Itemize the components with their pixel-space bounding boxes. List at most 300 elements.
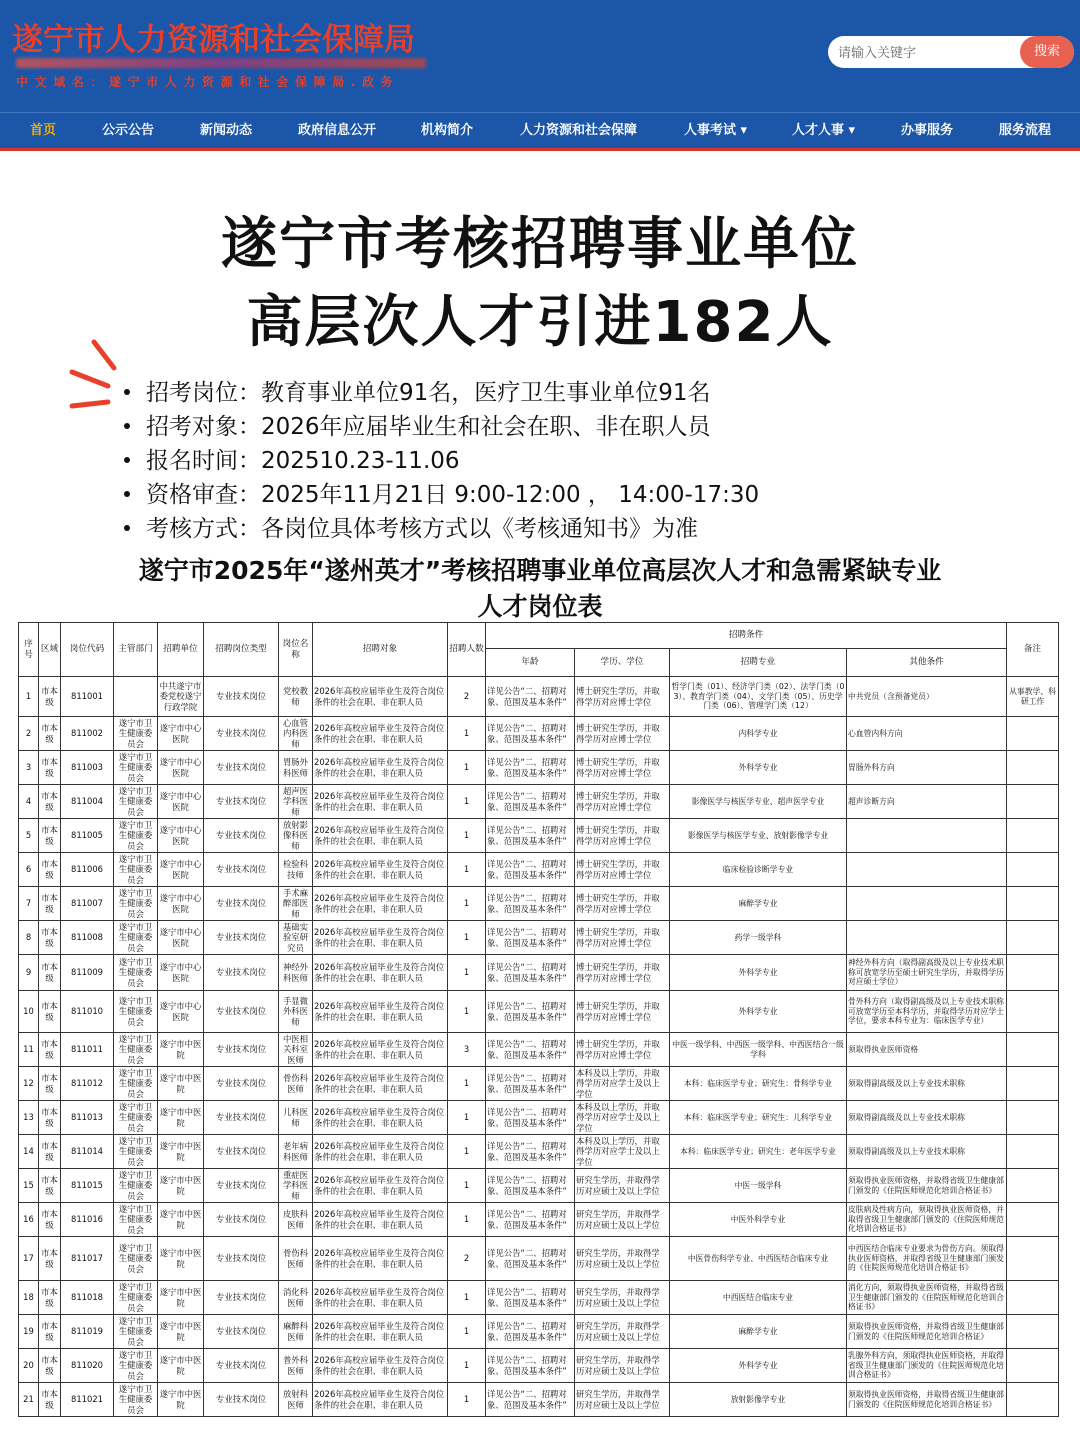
cell-other: 须取得执业医师资格 — [847, 1033, 1007, 1067]
cell-post: 放射科医师 — [279, 1383, 313, 1417]
cell-major: 本科：临床医学专业；研究生：儿科学专业 — [670, 1101, 847, 1135]
nav-gov-info[interactable]: 政府信息公开 — [298, 123, 377, 138]
cell-age: 详见公告“二、招聘对象、范围及基本条件” — [486, 1101, 575, 1135]
cell-unit: 遂宁市中医院 — [158, 1383, 204, 1417]
cell-edu: 博士研究生学历，并取得学历对应博士学位 — [575, 717, 670, 751]
cell-count: 1 — [448, 1067, 486, 1101]
cell-area: 市本级 — [39, 1033, 61, 1067]
cell-major: 外科学专业 — [670, 991, 847, 1033]
cell-no: 8 — [19, 921, 39, 955]
cell-age: 详见公告“二、招聘对象、范围及基本条件” — [486, 853, 575, 887]
cell-edu: 研究生学历，并取得学历对应硕士及以上学位 — [575, 1203, 670, 1237]
cell-count: 1 — [448, 1281, 486, 1315]
cell-area: 市本级 — [39, 1237, 61, 1281]
cell-unit: 遂宁市中医院 — [158, 1101, 204, 1135]
cell-edu: 博士研究生学历，并取得学历对应博士学位 — [575, 751, 670, 785]
cell-edu: 研究生学历，并取得学历对应硕士及以上学位 — [575, 1349, 670, 1383]
cell-target: 2026年高校应届毕业生及符合岗位条件的社会在职、非在职人员 — [313, 1349, 448, 1383]
table-title-line1: 遂宁市2025年“遂州英才”考核招聘事业单位高层次人才和急需紧缺专业 — [138, 556, 942, 585]
cell-target: 2026年高校应届毕业生及符合岗位条件的社会在职、非在职人员 — [313, 955, 448, 991]
cell-count: 1 — [448, 1101, 486, 1135]
cell-remark — [1007, 1135, 1059, 1169]
cell-major: 中医骨伤科学专业、中西医结合临床专业 — [670, 1237, 847, 1281]
cell-count: 1 — [448, 921, 486, 955]
site-header — [0, 0, 1080, 112]
cell-remark — [1007, 921, 1059, 955]
cell-no: 6 — [19, 853, 39, 887]
cell-major: 外科学专业 — [670, 751, 847, 785]
nav-home[interactable]: 首页 — [30, 123, 57, 138]
highlight-spark-icon — [64, 336, 124, 416]
cell-code: 811021 — [61, 1383, 114, 1417]
cell-post: 党校教师 — [279, 677, 313, 717]
nav-services[interactable]: 办事服务 — [901, 123, 954, 138]
headline-line1: 遂宁市考核招聘事业单位 — [221, 212, 859, 277]
table-row — [19, 1101, 1059, 1135]
cell-dept: 遂宁市卫生健康委员会 — [114, 1033, 158, 1067]
cell-target: 2026年高校应届毕业生及符合岗位条件的社会在职、非在职人员 — [313, 1315, 448, 1349]
cell-type: 专业技术岗位 — [204, 785, 279, 819]
cell-count: 1 — [448, 955, 486, 991]
nav-process[interactable]: 服务流程 — [999, 123, 1052, 138]
cell-edu: 博士研究生学历，并取得学历对应博士学位 — [575, 677, 670, 717]
cell-other: 须取得执业医师资格，并取得省级卫生健康部门颁发的《住院医师规范化培训合格证书》 — [847, 1169, 1007, 1203]
cell-type: 专业技术岗位 — [204, 717, 279, 751]
cell-age: 详见公告“二、招聘对象、范围及基本条件” — [486, 717, 575, 751]
cell-type: 专业技术岗位 — [204, 853, 279, 887]
cell-target: 2026年高校应届毕业生及符合岗位条件的社会在职、非在职人员 — [313, 1135, 448, 1169]
cell-post: 麻醉科医师 — [279, 1315, 313, 1349]
cell-major: 本科：临床医学专业；研究生：骨科学专业 — [670, 1067, 847, 1101]
table-row — [19, 1135, 1059, 1169]
cell-no: 1 — [19, 677, 39, 717]
cell-code: 811010 — [61, 991, 114, 1033]
cell-area: 市本级 — [39, 1203, 61, 1237]
main-nav — [0, 112, 1080, 149]
cell-code: 811007 — [61, 887, 114, 921]
table-row — [19, 717, 1059, 751]
cell-edu: 博士研究生学历，并取得学历对应博士学位 — [575, 785, 670, 819]
cell-target: 2026年高校应届毕业生及符合岗位条件的社会在职、非在职人员 — [313, 1033, 448, 1067]
bullet-item — [124, 376, 1024, 410]
cell-major: 中医一级学科 — [670, 1169, 847, 1203]
cell-remark — [1007, 1237, 1059, 1281]
cell-age: 详见公告“二、招聘对象、范围及基本条件” — [486, 751, 575, 785]
cell-remark: 从事教学、科研工作 — [1007, 677, 1059, 717]
table-row — [19, 1237, 1059, 1281]
cell-age: 详见公告“二、招聘对象、范围及基本条件” — [486, 1237, 575, 1281]
cell-count: 1 — [448, 991, 486, 1033]
table-row — [19, 751, 1059, 785]
cell-age: 详见公告“二、招聘对象、范围及基本条件” — [486, 677, 575, 717]
cell-age: 详见公告“二、招聘对象、范围及基本条件” — [486, 1033, 575, 1067]
cell-other: 神经外科方向（取得副高级及以上专业技术职称可放宽学历至硕士研究生学历，并取得学历对应硕士学位） — [847, 955, 1007, 991]
cell-type: 专业技术岗位 — [204, 1033, 279, 1067]
cell-unit: 遂宁市中心医院 — [158, 751, 204, 785]
cell-unit: 遂宁市中心医院 — [158, 887, 204, 921]
table-row — [19, 819, 1059, 853]
cell-area: 市本级 — [39, 887, 61, 921]
cell-edu: 研究生学历，并取得学历对应硕士及以上学位 — [575, 1383, 670, 1417]
cell-age: 详见公告“二、招聘对象、范围及基本条件” — [486, 991, 575, 1033]
cell-code: 811008 — [61, 921, 114, 955]
cell-target: 2026年高校应届毕业生及符合岗位条件的社会在职、非在职人员 — [313, 1383, 448, 1417]
cell-major: 影像医学与核医学专业、放射影像学专业 — [670, 819, 847, 853]
header-edu: 学历、学位 — [575, 649, 670, 677]
cell-post: 超声医学科医师 — [279, 785, 313, 819]
cell-code: 811012 — [61, 1067, 114, 1101]
cell-unit: 遂宁市中医院 — [158, 1203, 204, 1237]
nav-exams[interactable]: 人事考试 ▾ — [684, 123, 748, 138]
cell-count: 1 — [448, 1315, 486, 1349]
cell-post: 儿科医师 — [279, 1101, 313, 1135]
cell-no: 5 — [19, 819, 39, 853]
cell-dept: 遂宁市卫生健康委员会 — [114, 991, 158, 1033]
bullet-text: 招考对象：2026年应届毕业生和社会在职、非在职人员 — [146, 414, 711, 440]
cell-code: 811004 — [61, 785, 114, 819]
cell-count: 1 — [448, 717, 486, 751]
cell-unit: 遂宁市中心医院 — [158, 991, 204, 1033]
cell-area: 市本级 — [39, 751, 61, 785]
cell-count: 1 — [448, 785, 486, 819]
cell-remark — [1007, 955, 1059, 991]
cell-target: 2026年高校应届毕业生及符合岗位条件的社会在职、非在职人员 — [313, 785, 448, 819]
cell-post: 心血管内科医师 — [279, 717, 313, 751]
cell-other: 须取得副高级及以上专业技术职称 — [847, 1135, 1007, 1169]
cell-post: 中医相关科室医师 — [279, 1033, 313, 1067]
cell-count: 1 — [448, 1203, 486, 1237]
cell-unit: 遂宁市中医院 — [158, 1135, 204, 1169]
header-remark: 备注 — [1007, 623, 1059, 677]
cell-other: 胃肠外科方向 — [847, 751, 1007, 785]
cell-post: 消化科医师 — [279, 1281, 313, 1315]
cell-edu: 博士研究生学历，并取得学历对应博士学位 — [575, 921, 670, 955]
cell-area: 市本级 — [39, 1383, 61, 1417]
cell-dept: 遂宁市卫生健康委员会 — [114, 1067, 158, 1101]
cell-target: 2026年高校应届毕业生及符合岗位条件的社会在职、非在职人员 — [313, 991, 448, 1033]
cell-area: 市本级 — [39, 1281, 61, 1315]
cell-edu: 本科及以上学历，并取得学历对应学士及以上学位 — [575, 1067, 670, 1101]
cell-major: 麻醉学专业 — [670, 887, 847, 921]
cell-dept: 遂宁市卫生健康委员会 — [114, 1315, 158, 1349]
header-dept: 主管部门 — [114, 623, 158, 677]
header-post: 岗位名称 — [279, 623, 313, 677]
cell-type: 专业技术岗位 — [204, 1281, 279, 1315]
cell-code: 811005 — [61, 819, 114, 853]
cell-dept: 遂宁市卫生健康委员会 — [114, 1169, 158, 1203]
cell-code: 811013 — [61, 1101, 114, 1135]
cell-age: 详见公告“二、招聘对象、范围及基本条件” — [486, 887, 575, 921]
cell-major: 临床检验诊断学专业 — [670, 853, 847, 887]
cell-major: 中医外科学专业 — [670, 1203, 847, 1237]
cell-type: 专业技术岗位 — [204, 819, 279, 853]
header-major: 招聘专业 — [670, 649, 847, 677]
cell-major: 麻醉学专业 — [670, 1315, 847, 1349]
header-area: 区域 — [39, 623, 61, 677]
cell-area: 市本级 — [39, 853, 61, 887]
cell-dept: 遂宁市卫生健康委员会 — [114, 853, 158, 887]
cell-no: 17 — [19, 1237, 39, 1281]
domain-label: 中文域名：遂宁市人力资源和社会保障局.政务 — [16, 75, 400, 89]
cell-type: 专业技术岗位 — [204, 1101, 279, 1135]
cell-post: 手术麻醉部医师 — [279, 887, 313, 921]
cell-target: 2026年高校应届毕业生及符合岗位条件的社会在职、非在职人员 — [313, 1237, 448, 1281]
cell-dept: 遂宁市卫生健康委员会 — [114, 1135, 158, 1169]
cell-remark — [1007, 751, 1059, 785]
cell-remark — [1007, 717, 1059, 751]
table-row — [19, 1067, 1059, 1101]
cell-unit: 遂宁市中医院 — [158, 1349, 204, 1383]
cell-type: 专业技术岗位 — [204, 1349, 279, 1383]
cell-area: 市本级 — [39, 921, 61, 955]
cell-remark — [1007, 1169, 1059, 1203]
cell-remark — [1007, 1383, 1059, 1417]
cell-target: 2026年高校应届毕业生及符合岗位条件的社会在职、非在职人员 — [313, 1101, 448, 1135]
site-subtitle-blurred — [16, 58, 426, 68]
header-code: 岗位代码 — [61, 623, 114, 677]
cell-no: 11 — [19, 1033, 39, 1067]
summary-bullets — [124, 376, 1024, 546]
table-row — [19, 1281, 1059, 1315]
table-row — [19, 1349, 1059, 1383]
cell-unit: 遂宁市中医院 — [158, 1237, 204, 1281]
nav-about[interactable]: 机构简介 — [421, 123, 474, 138]
table-row — [19, 1383, 1059, 1417]
cell-unit: 遂宁市中医院 — [158, 1169, 204, 1203]
cell-count: 1 — [448, 751, 486, 785]
table-row — [19, 853, 1059, 887]
cell-dept: 遂宁市卫生健康委员会 — [114, 1281, 158, 1315]
bullet-text: 报名时间：202510.23-11.06 — [146, 448, 460, 474]
nav-news[interactable]: 新闻动态 — [200, 123, 253, 138]
table-row — [19, 785, 1059, 819]
cell-target: 2026年高校应届毕业生及符合岗位条件的社会在职、非在职人员 — [313, 1203, 448, 1237]
cell-post: 骨伤科医师 — [279, 1237, 313, 1281]
cell-count: 1 — [448, 1383, 486, 1417]
header-conditions: 招聘条件 — [486, 623, 1007, 649]
cell-edu: 博士研究生学历，并取得学历对应博士学位 — [575, 853, 670, 887]
cell-no: 21 — [19, 1383, 39, 1417]
table-row — [19, 921, 1059, 955]
cell-edu: 博士研究生学历，并取得学历对应博士学位 — [575, 819, 670, 853]
cell-count: 1 — [448, 887, 486, 921]
table-row — [19, 677, 1059, 717]
search-button[interactable]: 搜索 — [1020, 36, 1074, 68]
cell-post: 重症医学科医师 — [279, 1169, 313, 1203]
cell-remark — [1007, 1033, 1059, 1067]
cell-code: 811017 — [61, 1237, 114, 1281]
cell-post: 普外科医师 — [279, 1349, 313, 1383]
cell-age: 详见公告“二、招聘对象、范围及基本条件” — [486, 1315, 575, 1349]
header-other: 其他条件 — [847, 649, 1007, 677]
table-row — [19, 1203, 1059, 1237]
bullet-text: 资格审查：2025年11月21日 9:00-12:00 ， 14:00-17:30 — [146, 482, 760, 508]
cell-other — [847, 921, 1007, 955]
headline-line2: 高层次人才引进182人 — [246, 290, 834, 355]
cell-no: 15 — [19, 1169, 39, 1203]
cell-type: 专业技术岗位 — [204, 955, 279, 991]
cell-dept: 遂宁市卫生健康委员会 — [114, 1101, 158, 1135]
cell-unit: 遂宁市中心医院 — [158, 921, 204, 955]
cell-no: 18 — [19, 1281, 39, 1315]
cell-other: 中西医结合临床专业要求为骨伤方向。须取得执业医师资格，并取得省级卫生健康部门颁发的《住院医师规范化培训合格证书》 — [847, 1237, 1007, 1281]
header-count: 招聘人数 — [448, 623, 486, 677]
cell-code: 811003 — [61, 751, 114, 785]
cell-post: 皮肤科医师 — [279, 1203, 313, 1237]
cell-no: 10 — [19, 991, 39, 1033]
cell-count: 1 — [448, 1169, 486, 1203]
cell-other — [847, 819, 1007, 853]
table-row — [19, 1169, 1059, 1203]
cell-unit: 遂宁市中医院 — [158, 1315, 204, 1349]
cell-other: 须取得副高级及以上专业技术职称 — [847, 1067, 1007, 1101]
cell-other — [847, 853, 1007, 887]
cell-target: 2026年高校应届毕业生及符合岗位条件的社会在职、非在职人员 — [313, 1281, 448, 1315]
cell-post: 手显微外科医师 — [279, 991, 313, 1033]
cell-unit: 遂宁市中心医院 — [158, 853, 204, 887]
cell-other: 须取得副高级及以上专业技术职称 — [847, 1101, 1007, 1135]
cell-count: 1 — [448, 1135, 486, 1169]
cell-major: 外科学专业 — [670, 955, 847, 991]
cell-edu: 研究生学历，并取得学历对应硕士及以上学位 — [575, 1281, 670, 1315]
cell-target: 2026年高校应届毕业生及符合岗位条件的社会在职、非在职人员 — [313, 677, 448, 717]
cell-unit: 中共遂宁市委党校遂宁行政学院 — [158, 677, 204, 717]
cell-target: 2026年高校应届毕业生及符合岗位条件的社会在职、非在职人员 — [313, 921, 448, 955]
cell-no: 16 — [19, 1203, 39, 1237]
cell-code: 811015 — [61, 1169, 114, 1203]
search-box — [828, 36, 1074, 68]
cell-unit: 遂宁市中心医院 — [158, 819, 204, 853]
bullet-item — [124, 410, 1024, 444]
cell-unit: 遂宁市中医院 — [158, 1281, 204, 1315]
cell-count: 1 — [448, 1349, 486, 1383]
cell-dept: 遂宁市卫生健康委员会 — [114, 1383, 158, 1417]
cell-other: 须取得执业医师资格，并取得省级卫生健康部门颁发的《住院医师规范化培训合格证书》 — [847, 1383, 1007, 1417]
cell-age: 详见公告“二、招聘对象、范围及基本条件” — [486, 921, 575, 955]
cell-remark — [1007, 1203, 1059, 1237]
cell-type: 专业技术岗位 — [204, 991, 279, 1033]
cell-count: 1 — [448, 853, 486, 887]
nav-announcements[interactable]: 公示公告 — [102, 123, 155, 138]
cell-target: 2026年高校应届毕业生及符合岗位条件的社会在职、非在职人员 — [313, 1067, 448, 1101]
cell-area: 市本级 — [39, 1067, 61, 1101]
cell-other: 心血管内科方向 — [847, 717, 1007, 751]
cell-no: 7 — [19, 887, 39, 921]
table-row — [19, 887, 1059, 921]
cell-dept: 遂宁市卫生健康委员会 — [114, 717, 158, 751]
cell-remark — [1007, 887, 1059, 921]
cell-edu: 本科及以上学历，并取得学历对应学士及以上学位 — [575, 1135, 670, 1169]
cell-dept — [114, 677, 158, 717]
cell-edu: 本科及以上学历，并取得学历对应学士及以上学位 — [575, 1101, 670, 1135]
cell-remark — [1007, 1067, 1059, 1101]
cell-code: 811018 — [61, 1281, 114, 1315]
cell-no: 2 — [19, 717, 39, 751]
cell-code: 811006 — [61, 853, 114, 887]
cell-remark — [1007, 1281, 1059, 1315]
cell-post: 老年病科医师 — [279, 1135, 313, 1169]
cell-post: 基础实验室研究员 — [279, 921, 313, 955]
cell-other: 消化方向，须取得执业医师资格，并取得省级卫生健康部门颁发的《住院医师规范化培训合格证书》 — [847, 1281, 1007, 1315]
cell-remark — [1007, 991, 1059, 1033]
cell-dept: 遂宁市卫生健康委员会 — [114, 785, 158, 819]
cell-major: 放射影像学专业 — [670, 1383, 847, 1417]
cell-count: 2 — [448, 1237, 486, 1281]
cell-dept: 遂宁市卫生健康委员会 — [114, 1349, 158, 1383]
cell-dept: 遂宁市卫生健康委员会 — [114, 887, 158, 921]
cell-unit: 遂宁市中医院 — [158, 1067, 204, 1101]
cell-type: 专业技术岗位 — [204, 1135, 279, 1169]
cell-dept: 遂宁市卫生健康委员会 — [114, 921, 158, 955]
cell-area: 市本级 — [39, 1135, 61, 1169]
site-title[interactable]: 遂宁市人力资源和社会保障局 — [12, 22, 415, 58]
table-row — [19, 991, 1059, 1033]
cell-dept: 遂宁市卫生健康委员会 — [114, 955, 158, 991]
cell-other: 中共党员（含预备党员） — [847, 677, 1007, 717]
cell-no: 4 — [19, 785, 39, 819]
cell-area: 市本级 — [39, 717, 61, 751]
cell-area: 市本级 — [39, 1169, 61, 1203]
cell-other: 皮肤病及性病方向，须取得执业医师资格，并取得省级卫生健康部门颁发的《住院医师规范化培训合格证书》 — [847, 1203, 1007, 1237]
cell-area: 市本级 — [39, 1349, 61, 1383]
nav-divider — [0, 148, 1080, 151]
cell-no: 19 — [19, 1315, 39, 1349]
cell-code: 811011 — [61, 1033, 114, 1067]
cell-no: 9 — [19, 955, 39, 991]
table-row — [19, 955, 1059, 991]
header-type: 招聘岗位类型 — [204, 623, 279, 677]
cell-type: 专业技术岗位 — [204, 887, 279, 921]
cell-type: 专业技术岗位 — [204, 921, 279, 955]
header-age: 年龄 — [486, 649, 575, 677]
cell-type: 专业技术岗位 — [204, 1383, 279, 1417]
cell-other: 须取得执业医师资格，并取得省级卫生健康部门颁发的《住院医师规范化培训合格证》 — [847, 1315, 1007, 1349]
cell-type: 专业技术岗位 — [204, 1169, 279, 1203]
cell-no: 3 — [19, 751, 39, 785]
cell-dept: 遂宁市卫生健康委员会 — [114, 1237, 158, 1281]
nav-talent[interactable]: 人才人事 ▾ — [792, 123, 856, 138]
cell-age: 详见公告“二、招聘对象、范围及基本条件” — [486, 1169, 575, 1203]
cell-edu: 博士研究生学历，并取得学历对应博士学位 — [575, 887, 670, 921]
nav-hr-social[interactable]: 人力资源和社会保障 — [520, 123, 638, 138]
cell-count: 2 — [448, 677, 486, 717]
cell-type: 专业技术岗位 — [204, 1237, 279, 1281]
cell-target: 2026年高校应届毕业生及符合岗位条件的社会在职、非在职人员 — [313, 853, 448, 887]
cell-other — [847, 887, 1007, 921]
cell-remark — [1007, 1101, 1059, 1135]
cell-post: 检验科技师 — [279, 853, 313, 887]
cell-age: 详见公告“二、招聘对象、范围及基本条件” — [486, 955, 575, 991]
cell-edu: 研究生学历，并取得学历对应硕士及以上学位 — [575, 1169, 670, 1203]
cell-type: 专业技术岗位 — [204, 677, 279, 717]
cell-area: 市本级 — [39, 955, 61, 991]
cell-edu: 研究生学历，并取得学历对应硕士及以上学位 — [575, 1237, 670, 1281]
cell-edu: 博士研究生学历，并取得学历对应博士学位 — [575, 955, 670, 991]
cell-age: 详见公告“二、招聘对象、范围及基本条件” — [486, 1203, 575, 1237]
cell-edu: 博士研究生学历，并取得学历对应博士学位 — [575, 1033, 670, 1067]
search-input[interactable] — [836, 40, 1020, 66]
table-title-line2: 人才岗位表 — [477, 592, 603, 621]
cell-age: 详见公告“二、招聘对象、范围及基本条件” — [486, 1135, 575, 1169]
cell-age: 详见公告“二、招聘对象、范围及基本条件” — [486, 819, 575, 853]
cell-target: 2026年高校应届毕业生及符合岗位条件的社会在职、非在职人员 — [313, 751, 448, 785]
cell-major: 影像医学与核医学专业、超声医学专业 — [670, 785, 847, 819]
cell-target: 2026年高校应届毕业生及符合岗位条件的社会在职、非在职人员 — [313, 717, 448, 751]
bullet-item — [124, 478, 1024, 512]
cell-other: 乳腺外科方向，须取得执业医师资格，并取得省级卫生健康部门颁发的《住院医师规范化培训合格证书》 — [847, 1349, 1007, 1383]
cell-unit: 遂宁市中心医院 — [158, 717, 204, 751]
cell-age: 详见公告“二、招聘对象、范围及基本条件” — [486, 1349, 575, 1383]
